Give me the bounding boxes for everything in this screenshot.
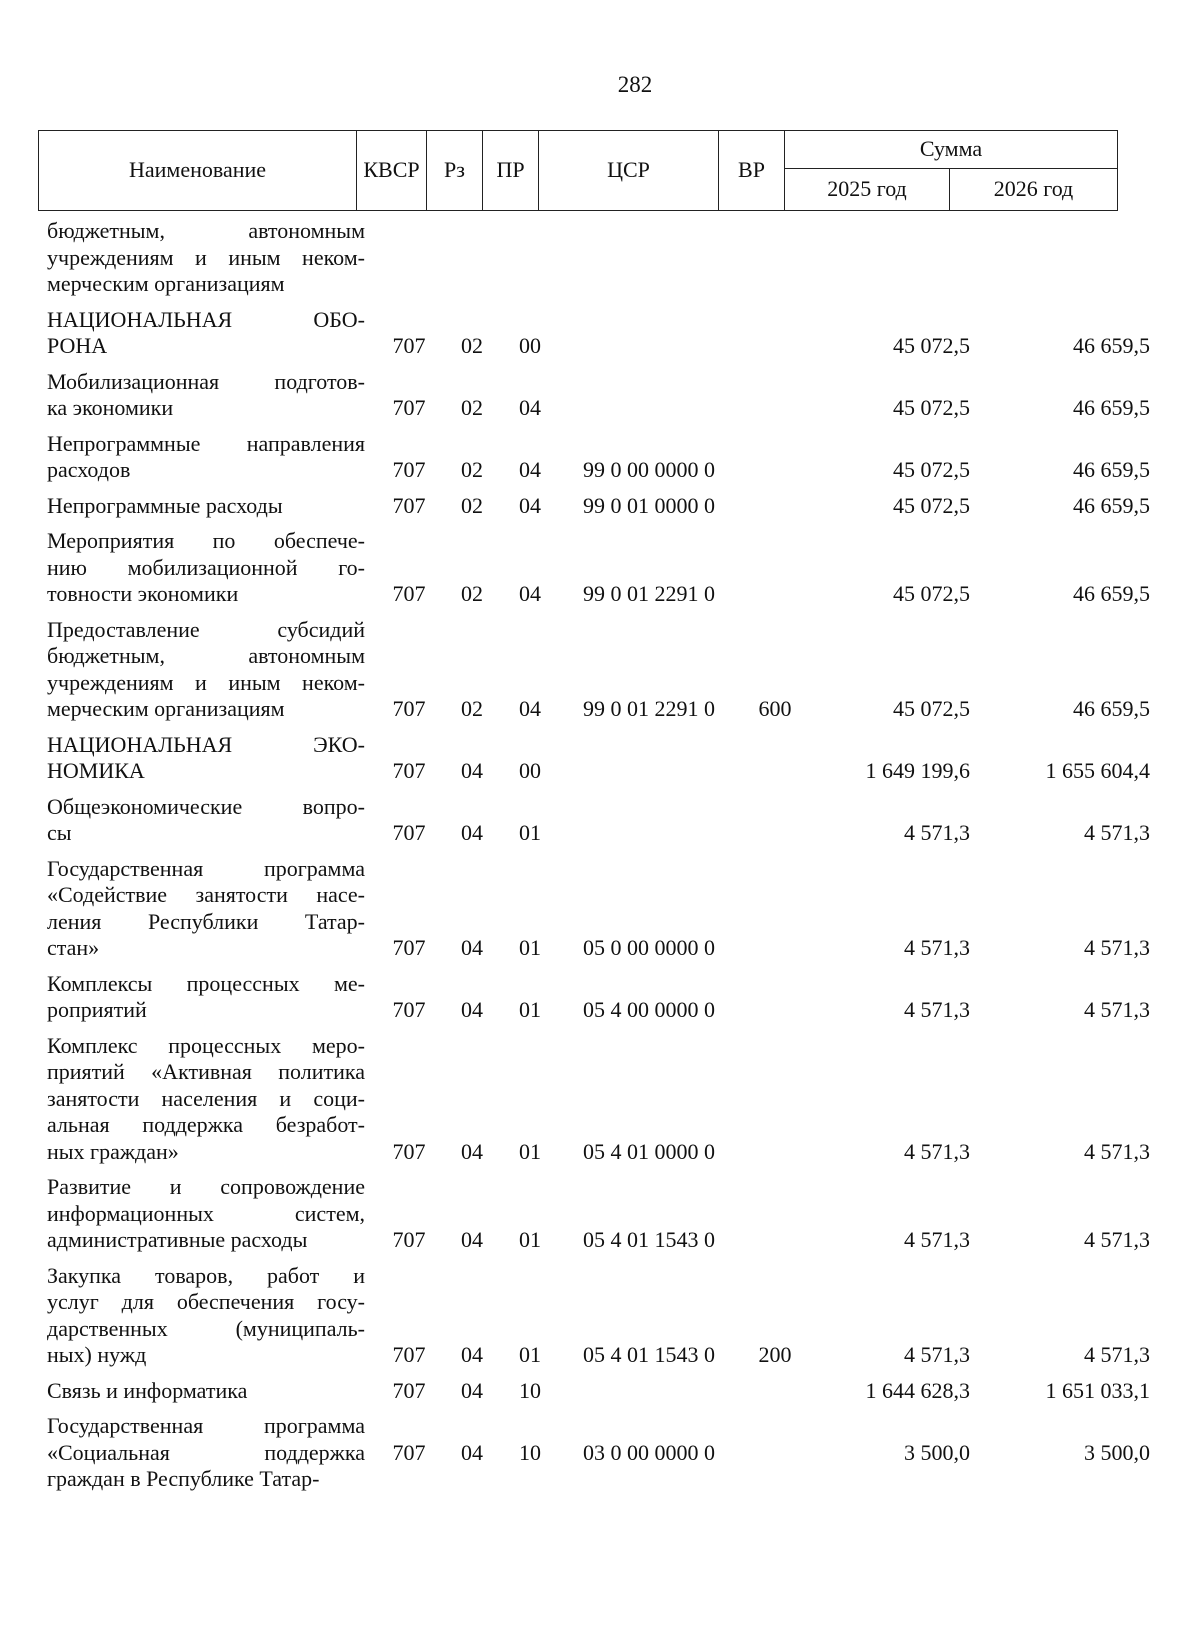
row-sum-2025: 1 644 628,3 bbox=[865, 1377, 970, 1403]
row-sum-2026: 1 655 604,4 bbox=[1045, 758, 1150, 783]
row-sum-2025: 45 072,5 bbox=[893, 696, 970, 721]
table-row bbox=[38, 732, 1163, 785]
page-number: 282 bbox=[617, 72, 653, 97]
row-name bbox=[38, 1033, 365, 1166]
table-row bbox=[38, 1413, 1163, 1493]
row-sum-2026: 4 571,3 bbox=[1084, 997, 1150, 1022]
row-name-line: расходов bbox=[47, 457, 131, 482]
row-name-line: альная поддержка безработ- bbox=[47, 1112, 365, 1137]
table-row bbox=[38, 431, 1163, 484]
row-pr: 04 bbox=[519, 457, 541, 482]
row-rz: 02 bbox=[461, 492, 483, 518]
row-sum-2026: 4 571,3 bbox=[1084, 820, 1150, 845]
row-name-line: административные расходы bbox=[47, 1227, 308, 1252]
row-sum-2026: 4 571,3 bbox=[1084, 1342, 1150, 1367]
row-csr: 05 4 01 1543 0 bbox=[583, 1227, 715, 1252]
row-vr: 200 bbox=[758, 1342, 792, 1367]
header-vr: ВР bbox=[719, 131, 785, 211]
row-csr: 03 0 00 0000 0 bbox=[583, 1439, 715, 1465]
row-sum-2026: 46 659,5 bbox=[1073, 492, 1150, 518]
row-sum-2026: 4 571,3 bbox=[1084, 935, 1150, 960]
row-kvsr: 707 bbox=[392, 581, 426, 606]
row-name-line: Комплексы процессных ме- bbox=[47, 970, 365, 996]
row-sum-2026: 4 571,3 bbox=[1084, 1227, 1150, 1252]
row-name-line: товности экономики bbox=[47, 581, 239, 606]
row-name-line: Мероприятия по обеспече- bbox=[47, 528, 365, 553]
row-csr: 05 0 00 0000 0 bbox=[583, 935, 715, 960]
row-name bbox=[38, 493, 365, 520]
row-name-line: сы bbox=[47, 820, 72, 845]
row-pr: 01 bbox=[519, 997, 541, 1022]
row-csr: 05 4 01 1543 0 bbox=[583, 1342, 715, 1367]
row-name-line: приятий «Активная политика bbox=[47, 1059, 365, 1084]
row-name-line: учреждениям и иным неком- bbox=[47, 244, 365, 270]
row-sum-2025: 4 571,3 bbox=[904, 820, 970, 845]
row-rz: 04 bbox=[461, 997, 483, 1022]
table-row bbox=[38, 218, 1163, 298]
row-pr: 01 bbox=[519, 1227, 541, 1252]
row-rz: 02 bbox=[461, 333, 483, 358]
row-sum-2026: 46 659,5 bbox=[1073, 696, 1150, 721]
row-sum-2026: 46 659,5 bbox=[1073, 333, 1150, 358]
row-pr: 01 bbox=[519, 935, 541, 960]
row-name-line: дарственных (муниципаль- bbox=[47, 1315, 365, 1341]
row-sum-2025: 4 571,3 bbox=[904, 1227, 970, 1252]
row-sum-2025: 3 500,0 bbox=[904, 1439, 970, 1465]
table-header bbox=[38, 130, 1118, 211]
row-kvsr: 707 bbox=[392, 395, 426, 420]
row-name-line: «Содействие занятости насе- bbox=[47, 882, 365, 907]
row-name bbox=[38, 1413, 365, 1493]
row-pr: 01 bbox=[519, 1138, 541, 1164]
row-name bbox=[38, 528, 365, 608]
row-sum-2026: 46 659,5 bbox=[1073, 457, 1150, 482]
row-name-line: Развитие и сопровождение bbox=[47, 1174, 365, 1199]
header-pr: ПР bbox=[483, 131, 539, 211]
row-rz: 04 bbox=[461, 1342, 483, 1367]
row-name-line: ка экономики bbox=[47, 395, 174, 420]
row-sum-2025: 45 072,5 bbox=[893, 333, 970, 358]
row-sum-2025: 4 571,3 bbox=[904, 1342, 970, 1367]
table-row bbox=[38, 1174, 1163, 1254]
row-csr: 05 4 00 0000 0 bbox=[583, 997, 715, 1022]
table-row bbox=[38, 493, 1163, 520]
row-name-line: стан» bbox=[47, 935, 100, 960]
row-name bbox=[38, 369, 365, 422]
row-sum-2025: 45 072,5 bbox=[893, 457, 970, 482]
row-rz: 04 bbox=[461, 758, 483, 783]
row-name-line: Государственная программа bbox=[47, 855, 365, 881]
row-name bbox=[38, 307, 365, 360]
row-kvsr: 707 bbox=[392, 457, 426, 482]
row-name-line: Связь и информатика bbox=[47, 1377, 248, 1403]
row-name-line: бюджетным, автономным bbox=[47, 643, 365, 668]
row-kvsr: 707 bbox=[392, 758, 426, 783]
table-body bbox=[38, 218, 1163, 1502]
row-rz: 04 bbox=[461, 820, 483, 845]
row-name bbox=[38, 617, 365, 723]
row-csr: 99 0 00 0000 0 bbox=[583, 457, 715, 482]
row-sum-2026: 46 659,5 bbox=[1073, 395, 1150, 420]
table-row bbox=[38, 1033, 1163, 1166]
row-sum-2026: 3 500,0 bbox=[1084, 1439, 1150, 1465]
row-sum-2025: 4 571,3 bbox=[904, 997, 970, 1022]
row-name bbox=[38, 1378, 365, 1405]
row-pr: 04 bbox=[519, 696, 541, 721]
row-name-line: Предоставление субсидий bbox=[47, 616, 365, 642]
row-pr: 10 bbox=[519, 1439, 541, 1465]
row-name-line: «Социальная поддержка bbox=[47, 1439, 365, 1465]
row-kvsr: 707 bbox=[392, 997, 426, 1022]
row-name bbox=[38, 218, 365, 298]
row-name-line: Мобилизационная подготов- bbox=[47, 368, 365, 394]
row-csr: 99 0 01 2291 0 bbox=[583, 581, 715, 606]
row-pr: 04 bbox=[519, 395, 541, 420]
row-rz: 02 bbox=[461, 395, 483, 420]
row-sum-2026: 4 571,3 bbox=[1084, 1138, 1150, 1164]
row-name-line: Непрограммные направления bbox=[47, 430, 365, 456]
row-name-line: Государственная программа bbox=[47, 1413, 365, 1438]
header-rz: Рз bbox=[427, 131, 483, 211]
row-csr: 05 4 01 0000 0 bbox=[583, 1138, 715, 1164]
row-name-line: НОМИКА bbox=[47, 758, 145, 783]
row-name-line: Закупка товаров, работ и bbox=[47, 1262, 365, 1288]
row-rz: 04 bbox=[461, 1227, 483, 1252]
row-kvsr: 707 bbox=[392, 1439, 426, 1465]
row-rz: 04 bbox=[461, 1439, 483, 1465]
row-name-line: нию мобилизационной го- bbox=[47, 554, 365, 580]
row-rz: 02 bbox=[461, 457, 483, 482]
row-pr: 04 bbox=[519, 492, 541, 518]
row-name bbox=[38, 431, 365, 484]
row-name-line: РОНА bbox=[47, 333, 108, 358]
header-sum: Сумма bbox=[785, 131, 1118, 169]
row-sum-2025: 45 072,5 bbox=[893, 492, 970, 518]
row-pr: 04 bbox=[519, 581, 541, 606]
row-name-line: Непрограммные расходы bbox=[47, 492, 283, 518]
row-kvsr: 707 bbox=[392, 935, 426, 960]
row-pr: 01 bbox=[519, 820, 541, 845]
row-kvsr: 707 bbox=[392, 1227, 426, 1252]
row-name bbox=[38, 971, 365, 1024]
table-row bbox=[38, 856, 1163, 962]
row-sum-2026: 1 651 033,1 bbox=[1045, 1377, 1150, 1403]
row-rz: 04 bbox=[461, 935, 483, 960]
header-name: Наименование bbox=[39, 131, 357, 211]
row-sum-2026: 46 659,5 bbox=[1073, 581, 1150, 606]
row-name-line: информационных систем, bbox=[47, 1200, 365, 1226]
row-name-line: граждан в Республике Татар- bbox=[47, 1466, 320, 1491]
row-kvsr: 707 bbox=[392, 1342, 426, 1367]
table-row bbox=[38, 528, 1163, 608]
row-name bbox=[38, 856, 365, 962]
row-name-line: бюджетным, автономным bbox=[47, 218, 365, 243]
row-name-line: Общеэкономические вопро- bbox=[47, 793, 365, 819]
row-rz: 04 bbox=[461, 1138, 483, 1164]
row-kvsr: 707 bbox=[392, 333, 426, 358]
row-sum-2025: 45 072,5 bbox=[893, 395, 970, 420]
row-name-line: НАЦИОНАЛЬНАЯ ЭКО- bbox=[47, 731, 365, 757]
row-name-line: ных граждан» bbox=[47, 1138, 179, 1164]
row-pr: 00 bbox=[519, 758, 541, 783]
header-year-2026: 2026 год bbox=[950, 169, 1118, 211]
row-csr: 99 0 01 2291 0 bbox=[583, 696, 715, 721]
row-name-line: учреждениям и иным неком- bbox=[47, 669, 365, 695]
row-name-line: мерческим организациям bbox=[47, 271, 285, 296]
table-row bbox=[38, 971, 1163, 1024]
row-name-line: ления Республики Татар- bbox=[47, 908, 365, 934]
row-name bbox=[38, 1263, 365, 1369]
row-name-line: мерческим организациям bbox=[47, 696, 285, 721]
row-pr: 00 bbox=[519, 333, 541, 358]
row-kvsr: 707 bbox=[392, 820, 426, 845]
row-sum-2025: 4 571,3 bbox=[904, 935, 970, 960]
row-name bbox=[38, 732, 365, 785]
header-kvsr: КВСР bbox=[357, 131, 427, 211]
row-name-line: НАЦИОНАЛЬНАЯ ОБО- bbox=[47, 306, 365, 332]
row-name-line: Комплекс процессных меро- bbox=[47, 1032, 365, 1058]
row-sum-2025: 1 649 199,6 bbox=[865, 758, 970, 783]
table-row bbox=[38, 1263, 1163, 1369]
table-row bbox=[38, 1378, 1163, 1405]
row-rz: 04 bbox=[461, 1377, 483, 1403]
row-rz: 02 bbox=[461, 696, 483, 721]
row-kvsr: 707 bbox=[392, 492, 426, 518]
header-csr: ЦСР bbox=[539, 131, 719, 211]
row-pr: 10 bbox=[519, 1377, 541, 1403]
row-csr: 99 0 01 0000 0 bbox=[583, 492, 715, 518]
row-name-line: роприятий bbox=[47, 997, 147, 1022]
row-rz: 02 bbox=[461, 581, 483, 606]
row-name bbox=[38, 794, 365, 847]
row-vr: 600 bbox=[758, 696, 792, 721]
row-name bbox=[38, 1174, 365, 1254]
row-kvsr: 707 bbox=[392, 1377, 426, 1403]
row-sum-2025: 45 072,5 bbox=[893, 581, 970, 606]
row-name-line: услуг для обеспечения госу- bbox=[47, 1289, 365, 1314]
header-year-2025: 2025 год bbox=[785, 169, 950, 211]
table-row bbox=[38, 617, 1163, 723]
row-sum-2025: 4 571,3 bbox=[904, 1138, 970, 1164]
row-pr: 01 bbox=[519, 1342, 541, 1367]
row-name-line: ных) нужд bbox=[47, 1342, 147, 1367]
row-kvsr: 707 bbox=[392, 1138, 426, 1164]
row-kvsr: 707 bbox=[392, 696, 426, 721]
row-name-line: занятости населения и соци- bbox=[47, 1085, 365, 1111]
table-row bbox=[38, 369, 1163, 422]
table-row bbox=[38, 307, 1163, 360]
table-row bbox=[38, 794, 1163, 847]
